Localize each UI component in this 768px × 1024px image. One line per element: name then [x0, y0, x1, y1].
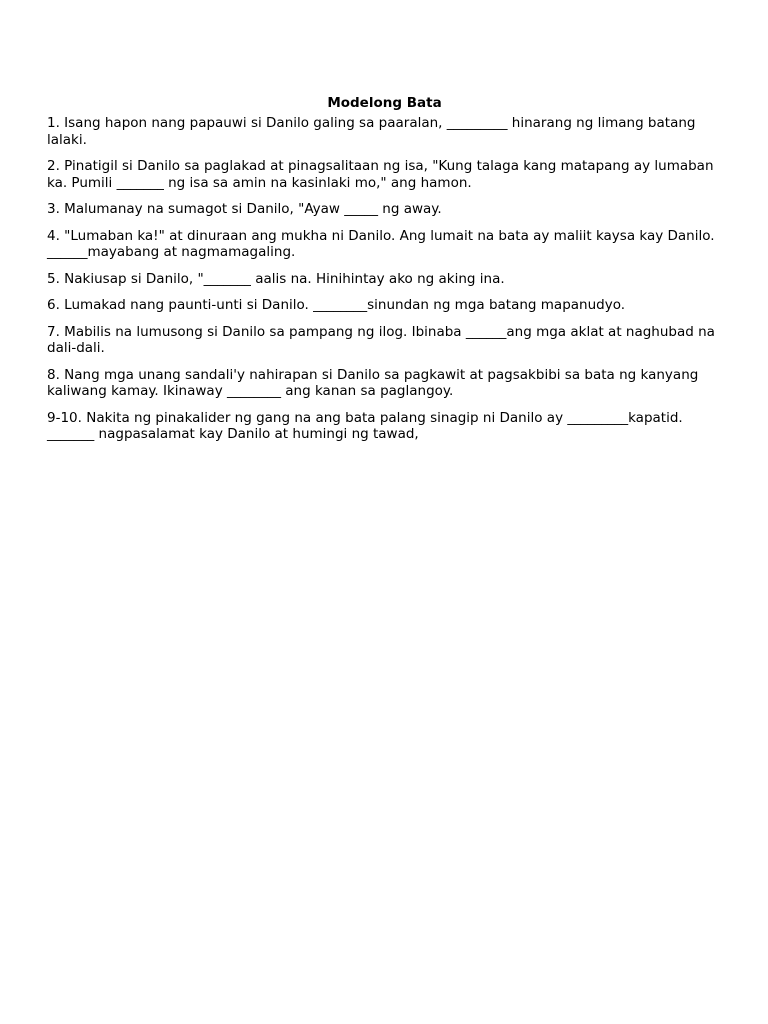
exercise-item-3: 3. Malumanay na sumagot si Danilo, "Ayaw _____ ng away.	[47, 201, 442, 217]
exercise-item-9-10: 9-10. Nakita ng pinakalider ng gang na ang bata palang sinagip ni Danilo ay _________kapatid. _______ nagpasalamat kay Danilo at humingi ng tawad,	[47, 409, 683, 442]
exercise-item-1: 1. Isang hapon nang papauwi si Danilo galing sa paaralan, _________ hinarang ng limang batang lalaki.	[47, 115, 696, 148]
exercise-item-4: 4. "Lumaban ka!" at dinuraan ang mukha ni Danilo. Ang lumait na bata ay maliit kaysa kay Danilo. ______mayabang at nagmamagaling.	[47, 227, 715, 260]
document-title: Modelong Bata	[327, 95, 442, 111]
exercise-item-6: 6. Lumakad nang paunti-unti si Danilo. ________sinundan ng mga batang mapanudyo.	[47, 297, 626, 313]
exercise-item-5: 5. Nakiusap si Danilo, "_______ aalis na. Hinihintay ako ng aking ina.	[47, 270, 505, 287]
exercise-item-8: 8. Nang mga unang sandali'y nahirapan si Danilo sa pagkawit at pagsakbibi sa bata ng kanyang kaliwang kamay. Ikinaway ________ ang kanan sa paglangoy.	[47, 366, 699, 399]
exercise-item-2: 2. Pinatigil si Danilo sa paglakad at pinagsalitaan ng isa, "Kung talaga kang matapang ay lumaban ka. Pumili _______ ng isa sa amin na kasinlaki mo," ang hamon.	[47, 158, 714, 191]
exercise-item-7: 7. Mabilis na lumusong si Danilo sa pampang ng ilog. Ibinaba ______ang mga aklat at naghubad na dali-dali.	[47, 323, 715, 356]
